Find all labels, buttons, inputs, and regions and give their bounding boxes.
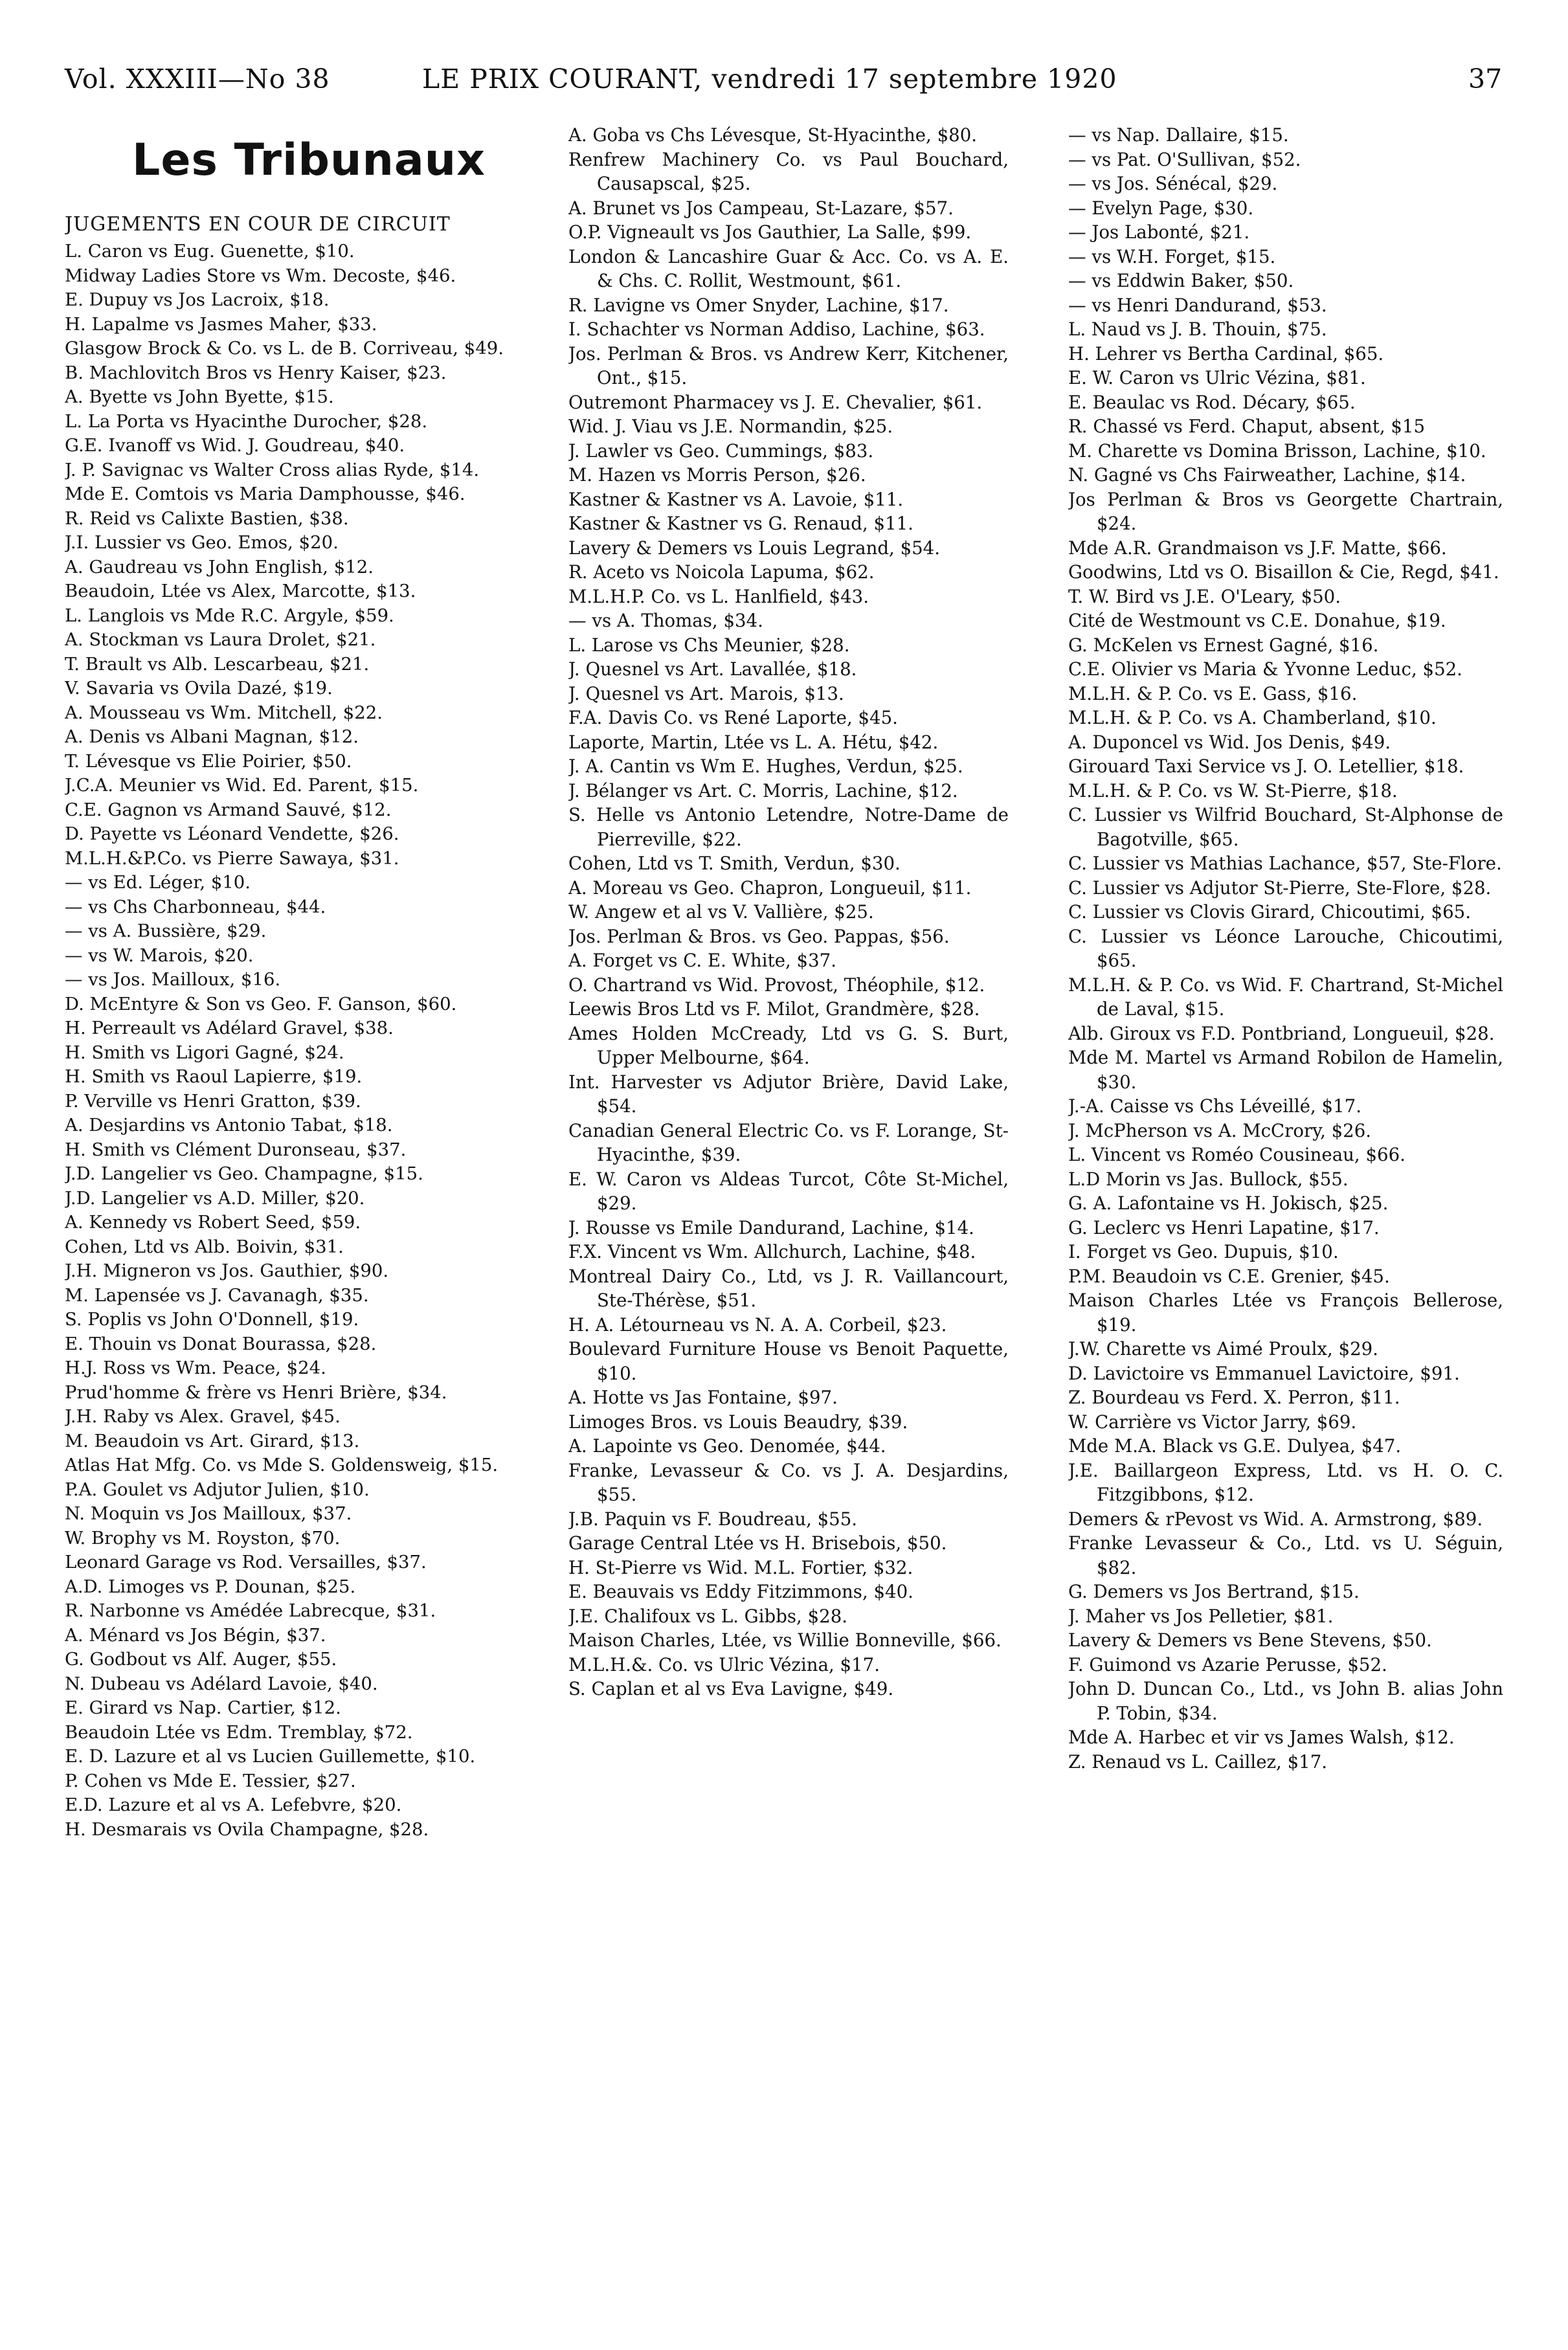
judgment-entry: R. Aceto vs Noicola Lapuma, $62. [568,561,875,583]
judgment-entry: — vs W. Marois, $20. [65,945,254,966]
judgment-entry: M. Beaudoin vs Art. Girard, $13. [65,1430,360,1451]
judgment-entry: Franke Levasseur & Co., Ltd. vs U. Séguin, $82. [1068,1532,1503,1578]
judgment-entry: J.D. Langelier vs A.D. Miller, $20. [65,1187,365,1209]
judgment-entry: Leewis Bros Ltd vs F. Milot, Grandmère, $28. [568,998,980,1020]
judgment-entry: W. Carrière vs Victor Jarry, $69. [1068,1411,1357,1433]
judgment-entry: Cité de Westmount vs C.E. Donahue, $19. [1068,610,1446,631]
judgment-entry: Montreal Dairy Co., Ltd, vs J. R. Vaillancourt, Ste-Thérèse, $51. [568,1265,1009,1311]
judgment-entry: Wid. J. Viau vs J.E. Normandin, $25. [568,416,893,437]
judgment-entry: London & Lancashire Guar & Acc. Co. vs A. E. & Chs. C. Rollit, Westmount, $61. [568,245,1009,291]
judgment-entry: R. Chassé vs Ferd. Chaput, absent, $15 [1068,416,1426,437]
judgment-entry: Midway Ladies Store vs Wm. Decoste, $46. [65,265,456,286]
judgment-entry: J.W. Charette vs Aimé Proulx, $29. [1068,1338,1378,1360]
judgment-entry: A. Duponcel vs Wid. Jos Denis, $49. [1068,731,1391,753]
judgment-entry: — vs A. Bussière, $29. [65,921,267,941]
judgment-entry: F. Guimond vs Azarie Perusse, $52. [1068,1653,1387,1675]
judgment-entry: H.J. Ross vs Wm. Peace, $24. [65,1358,326,1378]
judgment-entry: O.P. Vigneault vs Jos Gauthier, La Salle, $99. [568,221,972,243]
judgment-entry: Girouard Taxi Service vs J. O. Letellier, $18. [1068,755,1464,777]
judgment-entry: L. Langlois vs Mde R.C. Argyle, $59. [65,605,394,626]
column-3 [1068,123,1503,2318]
judgment-entry: — vs W.H. Forget, $15. [1068,245,1276,267]
judgment-entry: H. Smith vs Ligori Gagné, $24. [65,1042,344,1063]
judgment-entry: J. Maher vs Jos Pelletier, $81. [1068,1605,1334,1627]
judgment-entry: Kastner & Kastner vs G. Renaud, $11. [568,513,913,534]
judgment-entry: Maison Charles, Ltée, vs Willie Bonneville, $66. [568,1629,1002,1651]
judgment-entry: Laporte, Martin, Ltée vs L. A. Hétu, $42. [568,731,939,753]
judgment-entry: C.E. Gagnon vs Armand Sauvé, $12. [65,799,392,820]
judgment-entry: L. Larose vs Chs Meunier, $28. [568,634,850,656]
judgment-entry: — vs Henri Dandurand, $53. [1068,294,1327,316]
judgment-entry: E. Beauvais vs Eddy Fitzimmons, $40. [568,1581,913,1602]
page-header [0,0,1568,123]
judgment-entry: C. Lussier vs Clovis Girard, Chicoutimi, $65. [1068,901,1471,923]
judgment-entry: C. Lussier vs Adjutor St-Pierre, Ste-Flore, $28. [1068,877,1492,899]
judgment-entry: — vs Jos. Mailloux, $16. [65,969,281,990]
column-2 [568,123,1009,2318]
judgment-entry: A.D. Limoges vs P. Dounan, $25. [65,1576,356,1597]
judgment-entry: G. Demers vs Jos Bertrand, $15. [1068,1581,1360,1602]
judgment-entry: A. Mousseau vs Wm. Mitchell, $22. [65,702,383,723]
judgment-entry: E.D. Lazure et al vs A. Lefebvre, $20. [65,1795,402,1815]
judgment-entry: F.A. Davis Co. vs René Laporte, $45. [568,707,898,728]
judgment-entry: M. Lapensée vs J. Cavanagh, $35. [65,1284,369,1306]
judgment-entry: P.M. Beaudoin vs C.E. Grenier, $45. [1068,1265,1390,1287]
judgment-entry: J.H. Raby vs Alex. Gravel, $45. [65,1406,341,1427]
judgment-entry: Cohen, Ltd vs T. Smith, Verdun, $30. [568,853,901,874]
judgment-entry: L. Vincent vs Roméo Cousineau, $66. [1068,1144,1406,1165]
judgment-entry: C. Lussier vs Wilfrid Bouchard, St-Alphonse de Bagotville, $65. [1068,804,1503,850]
judgment-entry: Canadian General Electric Co. vs F. Lorange, St-Hyacinthe, $39. [568,1119,1009,1165]
judgment-entry: Franke, Levasseur & Co. vs J. A. Desjardins, $55. [568,1459,1009,1505]
judgment-entry: Lavery & Demers vs Bene Stevens, $50. [1068,1629,1432,1651]
judgment-entry: — vs Jos. Sénécal, $29. [1068,173,1278,194]
judgment-entry: — vs Eddwin Baker, $50. [1068,270,1294,291]
judgment-entry: A. Desjardins vs Antonio Tabat, $18. [65,1115,393,1136]
judgment-entry: E. D. Lazure et al vs Lucien Guillemette, $10. [65,1746,476,1767]
judgment-entry: M.L.H.&P.Co. vs Pierre Sawaya, $31. [65,847,399,869]
judgment-entry: N. Dubeau vs Adélard Lavoie, $40. [65,1673,378,1694]
judgment-entry: E. W. Caron vs Ulric Vézina, $81. [1068,367,1366,388]
judgment-entry: Beaudoin Ltée vs Edm. Tremblay, $72. [65,1721,413,1743]
judgment-entry: G. A. Lafontaine vs H. Jokisch, $25. [1068,1192,1389,1214]
judgment-entry: J. Rousse vs Emile Dandurand, Lachine, $14. [568,1216,974,1238]
judgment-entry: S. Poplis vs John O'Donnell, $19. [65,1309,359,1330]
judgment-entry: B. Machlovitch Bros vs Henry Kaiser, $23. [65,362,447,383]
judgment-entry: M.L.H. & P. Co. vs W. St-Pierre, $18. [1068,779,1398,801]
judgment-entry: D. Payette vs Léonard Vendette, $26. [65,823,399,844]
judgment-entry: Mde E. Comtois vs Maria Damphousse, $46. [65,484,465,504]
judgment-entry: H. Smith vs Clément Duronseau, $37. [65,1139,407,1160]
judgment-entry: A. Ménard vs Jos Bégin, $37. [65,1624,326,1646]
judgment-entry: J.E. Baillargeon Express, Ltd. vs H. O. C. Fitzgibbons, $12. [1068,1459,1503,1505]
judgment-entry: — Jos Labonté, $21. [1068,221,1250,243]
judgment-entry: Jos. Perlman & Bros. vs Andrew Kerr, Kitchener, Ont., $15. [568,342,1009,388]
judgment-entry: A. Forget vs C. E. White, $37. [568,950,836,971]
judgment-entry: G. Godbout vs Alf. Auger, $55. [65,1649,337,1670]
judgment-entry: C. Lussier vs Mathias Lachance, $57, Ste-Flore. [1068,853,1502,874]
judgment-entry: A. Denis vs Albani Magnan, $12. [65,726,359,747]
judgment-entry: — vs Nap. Dallaire, $15. [1068,124,1289,146]
judgment-entry: — vs A. Thomas, $34. [568,610,763,631]
judgment-entry: John D. Duncan Co., Ltd., vs John B. alias John P. Tobin, $34. [1068,1678,1503,1724]
judgment-entry: J.H. Migneron vs Jos. Gauthier, $90. [65,1260,389,1281]
judgment-entry: C. Lussier vs Léonce Larouche, Chicoutimi, $65. [1068,925,1503,971]
judgment-entry: Limoges Bros. vs Louis Beaudry, $39. [568,1411,908,1433]
section-title: Les Tribunaux [132,135,486,186]
judgment-entry: T. Lévesque vs Elie Poirier, $50. [65,750,352,772]
section-subtitle: JUGEMENTS EN COUR DE CIRCUIT [65,213,451,236]
judgment-entry: Z. Renaud vs L. Caillez, $17. [1068,1751,1328,1773]
volume-number: Vol. XXXIII—No 38 [65,63,330,95]
judgment-entry: T. Brault vs Alb. Lescarbeau, $21. [65,653,370,675]
judgment-entry: J. P. Savignac vs Walter Cross alias Ryde, $14. [65,459,480,480]
judgment-entry: A. Goba vs Chs Lévesque, St-Hyacinthe, $80. [568,124,978,146]
judgment-entry: A. Byette vs John Byette, $15. [65,386,334,407]
judgment-entry: Demers & rPevost vs Wid. A. Armstrong, $89. [1068,1508,1483,1530]
judgment-entry: Z. Bourdeau vs Ferd. X. Perron, $11. [1068,1387,1400,1408]
judgment-entry: Mde M. Martel vs Armand Robilon de Hamelin, $30. [1068,1047,1503,1093]
judgment-entry: J. A. Cantin vs Wm E. Hughes, Verdun, $25. [568,755,963,777]
judgment-entry: E. W. Caron vs Aldeas Turcot, Côte St-Michel, $29. [568,1168,1009,1214]
judgment-entry: H. Lapalme vs Jasmes Maher, $33. [65,313,377,335]
judgment-entry: J.C.A. Meunier vs Wid. Ed. Parent, $15. [65,775,419,796]
judgment-entry: A. Hotte vs Jas Fontaine, $97. [568,1387,838,1408]
judgment-list-1 [65,240,505,1842]
judgment-entry: E. Dupuy vs Jos Lacroix, $18. [65,289,330,310]
judgment-entry: D. Lavictoire vs Emmanuel Lavictoire, $91. [1068,1362,1460,1384]
judgment-entry: L. La Porta vs Hyacinthe Durocher, $28. [65,410,428,432]
judgment-entry: E. Girard vs Nap. Cartier, $12. [65,1697,341,1718]
judgment-entry: M. Charette vs Domina Brisson, Lachine, $10. [1068,440,1486,462]
judgment-entry: V. Savaria vs Ovila Dazé, $19. [65,678,333,699]
judgment-entry: J. Lawler vs Geo. Cummings, $83. [568,440,874,462]
judgment-entry: E. Beaulac vs Rod. Décary, $65. [1068,391,1356,413]
judgment-entry: Beaudoin, Ltée vs Alex, Marcotte, $13. [65,581,416,601]
judgment-entry: Maison Charles Ltée vs François Bellerose, $19. [1068,1290,1503,1336]
judgment-entry: H. St-Pierre vs Wid. M.L. Fortier, $32. [568,1556,913,1578]
judgment-entry: M.L.H.P. Co. vs L. Hanlfield, $43. [568,585,869,607]
judgment-entry: A. Moreau vs Geo. Chapron, Longueuil, $11. [568,877,972,899]
judgment-entry: N. Moquin vs Jos Mailloux, $37. [65,1503,352,1524]
judgment-entry: J. Quesnel vs Art. Marois, $13. [568,682,844,704]
publication-title: LE PRIX COURANT, vendredi 17 septembre 1920 [422,63,1117,95]
judgment-entry: S. Helle vs Antonio Letendre, Notre-Dame de Pierreville, $22. [568,804,1009,850]
judgment-list-2 [568,123,1009,1701]
judgment-entry: H. Perreault vs Adélard Gravel, $38. [65,1018,394,1038]
judgment-entry: J.I. Lussier vs Geo. Emos, $20. [65,532,339,553]
judgment-entry: N. Gagné vs Chs Fairweather, Lachine, $14. [1068,464,1466,486]
judgment-entry: Atlas Hat Mfg. Co. vs Mde S. Goldensweig, $15. [65,1455,498,1475]
judgment-entry: J. Quesnel vs Art. Lavallée, $18. [568,658,857,680]
judgment-entry: Jos. Perlman & Bros. vs Geo. Pappas, $56. [568,925,950,947]
judgment-entry: H. Smith vs Raoul Lapierre, $19. [65,1066,363,1087]
judgment-entry: F.X. Vincent vs Wm. Allchurch, Lachine, $48. [568,1241,976,1262]
judgment-entry: H. Lehrer vs Bertha Cardinal, $65. [1068,342,1384,364]
judgment-entry: J.E. Chalifoux vs L. Gibbs, $28. [568,1605,848,1627]
judgment-entry: D. McEntyre & Son vs Geo. F. Ganson, $60. [65,993,457,1014]
judgment-entry: — Evelyn Page, $30. [1068,197,1254,219]
judgment-entry: A. Brunet vs Jos Campeau, St-Lazare, $57. [568,197,954,219]
judgment-entry: Renfrew Machinery Co. vs Paul Bouchard, Causapscal, $25. [568,148,1009,194]
judgment-entry: M.L.H.&. Co. vs Ulric Vézina, $17. [568,1653,880,1675]
judgment-entry: Goodwins, Ltd vs O. Bisaillon & Cie, Regd, $41. [1068,561,1499,583]
judgment-entry: R. Lavigne vs Omer Snyder, Lachine, $17. [568,294,949,316]
judgment-entry: Glasgow Brock & Co. vs L. de B. Corriveau, $49. [65,338,504,359]
judgment-entry: E. Thouin vs Donat Bourassa, $28. [65,1333,377,1354]
judgment-entry: A. Kennedy vs Robert Seed, $59. [65,1212,361,1233]
judgment-entry: Int. Harvester vs Adjutor Brière, David Lake, $54. [568,1071,1009,1117]
judgment-entry: J. McPherson vs A. McCrory, $26. [1068,1119,1372,1141]
judgment-entry: J.B. Paquin vs F. Boudreau, $55. [568,1508,858,1530]
judgment-entry: A. Lapointe vs Geo. Denomée, $44. [568,1435,886,1457]
judgment-list-3 [1068,123,1503,1774]
judgment-entry: H. Desmarais vs Ovila Champagne, $28. [65,1818,429,1840]
judgment-entry: G. Leclerc vs Henri Lapatine, $17. [1068,1216,1380,1238]
judgment-entry: Garage Central Ltée vs H. Brisebois, $50. [568,1532,947,1554]
judgment-entry: P. Verville vs Henri Gratton, $39. [65,1090,361,1112]
judgment-entry: — vs Pat. O'Sullivan, $52. [1068,148,1301,170]
judgment-entry: Lavery & Demers vs Louis Legrand, $54. [568,537,941,559]
judgment-entry: W. Brophy vs M. Royston, $70. [65,1527,341,1549]
judgment-entry: L.D Morin vs Jas. Bullock, $55. [1068,1168,1349,1190]
judgment-entry: Alb. Giroux vs F.D. Pontbriand, Longueuil, $28. [1068,1022,1495,1044]
judgment-entry: T. W. Bird vs J.E. O'Leary, $50. [1068,585,1341,607]
judgment-entry: P.A. Goulet vs Adjutor Julien, $10. [65,1479,370,1500]
page-number: 37 [1468,63,1503,95]
judgment-entry: Kastner & Kastner vs A. Lavoie, $11. [568,488,904,510]
judgment-entry: L. Caron vs Eug. Guenette, $10. [65,241,355,262]
judgment-entry: Leonard Garage vs Rod. Versailles, $37. [65,1552,427,1572]
judgment-entry: O. Chartrand vs Wid. Provost, Théophile, $12. [568,974,985,996]
judgment-entry: W. Angew et al vs V. Vallière, $25. [568,901,874,923]
judgment-entry: H. A. Létourneau vs N. A. A. Corbeil, $23. [568,1314,947,1336]
judgment-entry: Mde A.R. Grandmaison vs J.F. Matte, $66. [1068,537,1447,559]
judgment-entry: Cohen, Ltd vs Alb. Boivin, $31. [65,1236,344,1257]
judgment-entry: S. Caplan et al vs Eva Lavigne, $49. [568,1678,894,1699]
judgment-entry: L. Naud vs J. B. Thouin, $75. [1068,319,1327,340]
judgment-entry: I. Forget vs Geo. Dupuis, $10. [1068,1241,1339,1262]
judgment-entry: M. Hazen vs Morris Person, $26. [568,464,866,486]
judgment-entry: J. Bélanger vs Art. C. Morris, Lachine, $12. [568,779,958,801]
judgment-entry: J.-A. Caisse vs Chs Léveillé, $17. [1068,1095,1361,1117]
judgment-entry: Jos Perlman & Bros vs Georgette Chartrain, $24. [1068,488,1503,534]
judgment-entry: Prud'homme & frère vs Henri Brière, $34. [65,1382,447,1403]
judgment-entry: G.E. Ivanoff vs Wid. J. Goudreau, $40. [65,435,405,456]
judgment-entry: M.L.H. & P. Co. vs A. Chamberland, $10. [1068,707,1437,728]
judgment-entry: P. Cohen vs Mde E. Tessier, $27. [65,1770,356,1791]
judgment-entry: M.L.H. & P. Co. vs E. Gass, $16. [1068,682,1358,704]
judgment-entry: A. Stockman vs Laura Drolet, $21. [65,629,376,650]
judgment-entry: R. Reid vs Calixte Bastien, $38. [65,508,349,529]
judgment-entry: Mde A. Harbec et vir vs James Walsh, $12. [1068,1727,1455,1748]
judgment-entry: Mde M.A. Black vs G.E. Dulyea, $47. [1068,1435,1402,1457]
judgment-entry: A. Gaudreau vs John English, $12. [65,556,374,577]
judgment-entry: R. Narbonne vs Amédée Labrecque, $31. [65,1600,436,1621]
judgment-entry: Ames Holden McCready, Ltd vs G. S. Burt, Upper Melbourne, $64. [568,1022,1009,1068]
judgment-entry: G. McKelen vs Ernest Gagné, $16. [1068,634,1379,656]
judgment-entry: J.D. Langelier vs Geo. Champagne, $15. [65,1163,423,1184]
judgment-entry: C.E. Olivier vs Maria & Yvonne Leduc, $52. [1068,658,1462,680]
judgment-entry: — vs Ed. Léger, $10. [65,872,251,893]
judgment-entry: — vs Chs Charbonneau, $44. [65,896,326,917]
column-1 [65,123,505,2318]
judgment-entry: M.L.H. & P. Co. vs Wid. F. Chartrand, St-Michel de Laval, $15. [1068,974,1503,1020]
judgment-entry: Boulevard Furniture House vs Benoit Paquette, $10. [568,1338,1009,1384]
judgment-entry: Outremont Pharmacey vs J. E. Chevalier, $61. [568,391,983,413]
judgment-entry: I. Schachter vs Norman Addiso, Lachine, $63. [568,319,985,340]
